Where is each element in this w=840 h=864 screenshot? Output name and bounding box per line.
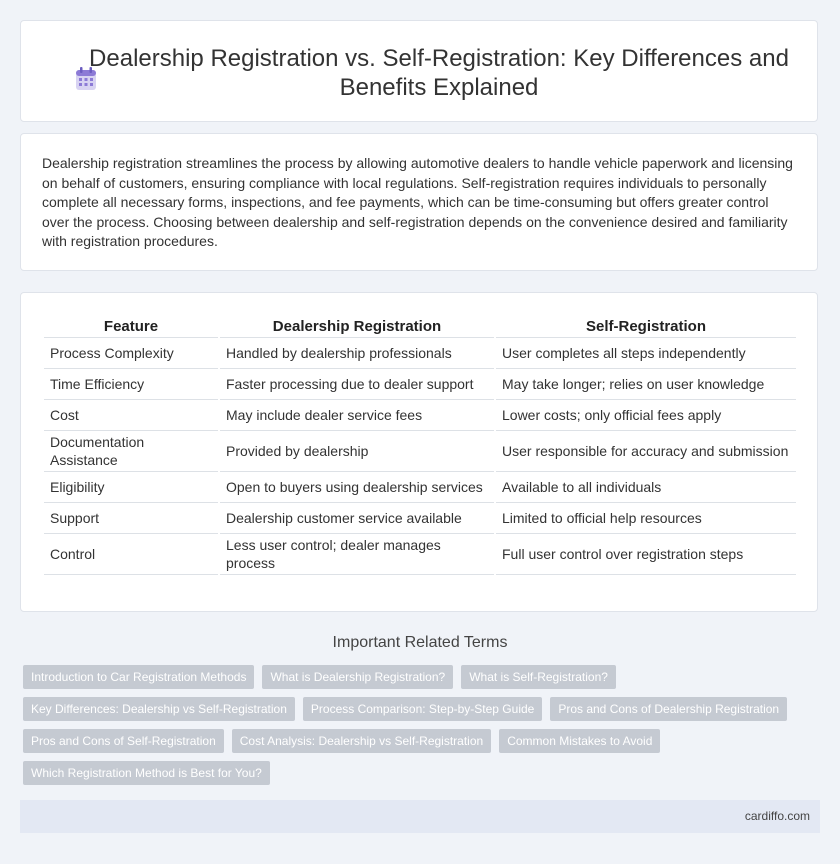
related-term-tag[interactable]: Which Registration Method is Best for You? <box>23 761 270 785</box>
table-row <box>44 472 796 503</box>
table-cell: Handled by dealership professionals <box>220 338 494 369</box>
column-header-dealership: Dealership Registration <box>220 313 494 338</box>
footer-site-link[interactable]: cardiffo.com <box>744 809 810 823</box>
related-term-tag[interactable]: Common Mistakes to Avoid <box>499 729 660 753</box>
related-term-tag[interactable]: Pros and Cons of Self-Registration <box>23 729 224 753</box>
table-cell: Dealership customer service available <box>220 503 494 534</box>
column-header-feature: Feature <box>44 313 218 338</box>
related-term-tag[interactable]: What is Dealership Registration? <box>262 665 453 689</box>
table-row <box>44 534 796 575</box>
table-cell: Time Efficiency <box>44 369 218 400</box>
related-terms-list <box>23 665 813 793</box>
table-cell: May take longer; relies on user knowledge <box>496 369 796 400</box>
intro-text: Dealership registration streamlines the process by allowing automotive dealers to handle vehicle paperwork and licensing on behalf of customers, ensuring compliance with local regulations. Self-registration requires individuals to personally complete all necessary forms, inspections, and fee payments, which can be time-consuming but offers greater control over the process. Choosing between dealership and self-registration depends on the convenience desired and familiarity with registration procedures. <box>42 155 793 249</box>
table-cell: Open to buyers using dealership services <box>220 472 494 503</box>
related-term-tag[interactable]: Key Differences: Dealership vs Self-Registration <box>23 697 295 721</box>
footer <box>20 800 820 833</box>
related-term-tag[interactable]: Cost Analysis: Dealership vs Self-Registration <box>232 729 491 753</box>
table-cell: Available to all individuals <box>496 472 796 503</box>
column-header-self: Self-Registration <box>496 313 796 338</box>
related-term-tag[interactable]: Introduction to Car Registration Methods <box>23 665 254 689</box>
table-cell: User completes all steps independently <box>496 338 796 369</box>
intro-card <box>20 133 818 271</box>
related-term-tag[interactable]: Pros and Cons of Dealership Registration <box>550 697 787 721</box>
table-cell: Eligibility <box>44 472 218 503</box>
table-cell: Full user control over registration steps <box>496 534 796 575</box>
table-cell: Process Complexity <box>44 338 218 369</box>
table-cell: Control <box>44 534 218 575</box>
table-header-row <box>44 313 796 338</box>
comparison-table-card <box>20 292 818 612</box>
related-term-tag[interactable]: What is Self-Registration? <box>461 665 616 689</box>
comparison-table <box>42 313 798 575</box>
table-cell: User responsible for accuracy and submission <box>496 431 796 472</box>
table-row <box>44 338 796 369</box>
table-cell: Support <box>44 503 218 534</box>
table-cell: Limited to official help resources <box>496 503 796 534</box>
table-row <box>44 400 796 431</box>
table-row <box>44 431 796 472</box>
title-card <box>20 20 818 122</box>
related-term-tag[interactable]: Process Comparison: Step-by-Step Guide <box>303 697 542 721</box>
table-cell: Documentation Assistance <box>44 431 218 472</box>
table-row <box>44 369 796 400</box>
table-row <box>44 503 796 534</box>
table-cell: Less user control; dealer manages process <box>220 534 494 575</box>
table-cell: Provided by dealership <box>220 431 494 472</box>
related-terms-title: Important Related Terms <box>332 634 508 651</box>
table-cell: Cost <box>44 400 218 431</box>
table-cell: Faster processing due to dealer support <box>220 369 494 400</box>
page-title: Dealership Registration vs. Self-Registration: Key Differences and Benefits Explained <box>89 45 789 101</box>
table-cell: May include dealer service fees <box>220 400 494 431</box>
table-cell: Lower costs; only official fees apply <box>496 400 796 431</box>
